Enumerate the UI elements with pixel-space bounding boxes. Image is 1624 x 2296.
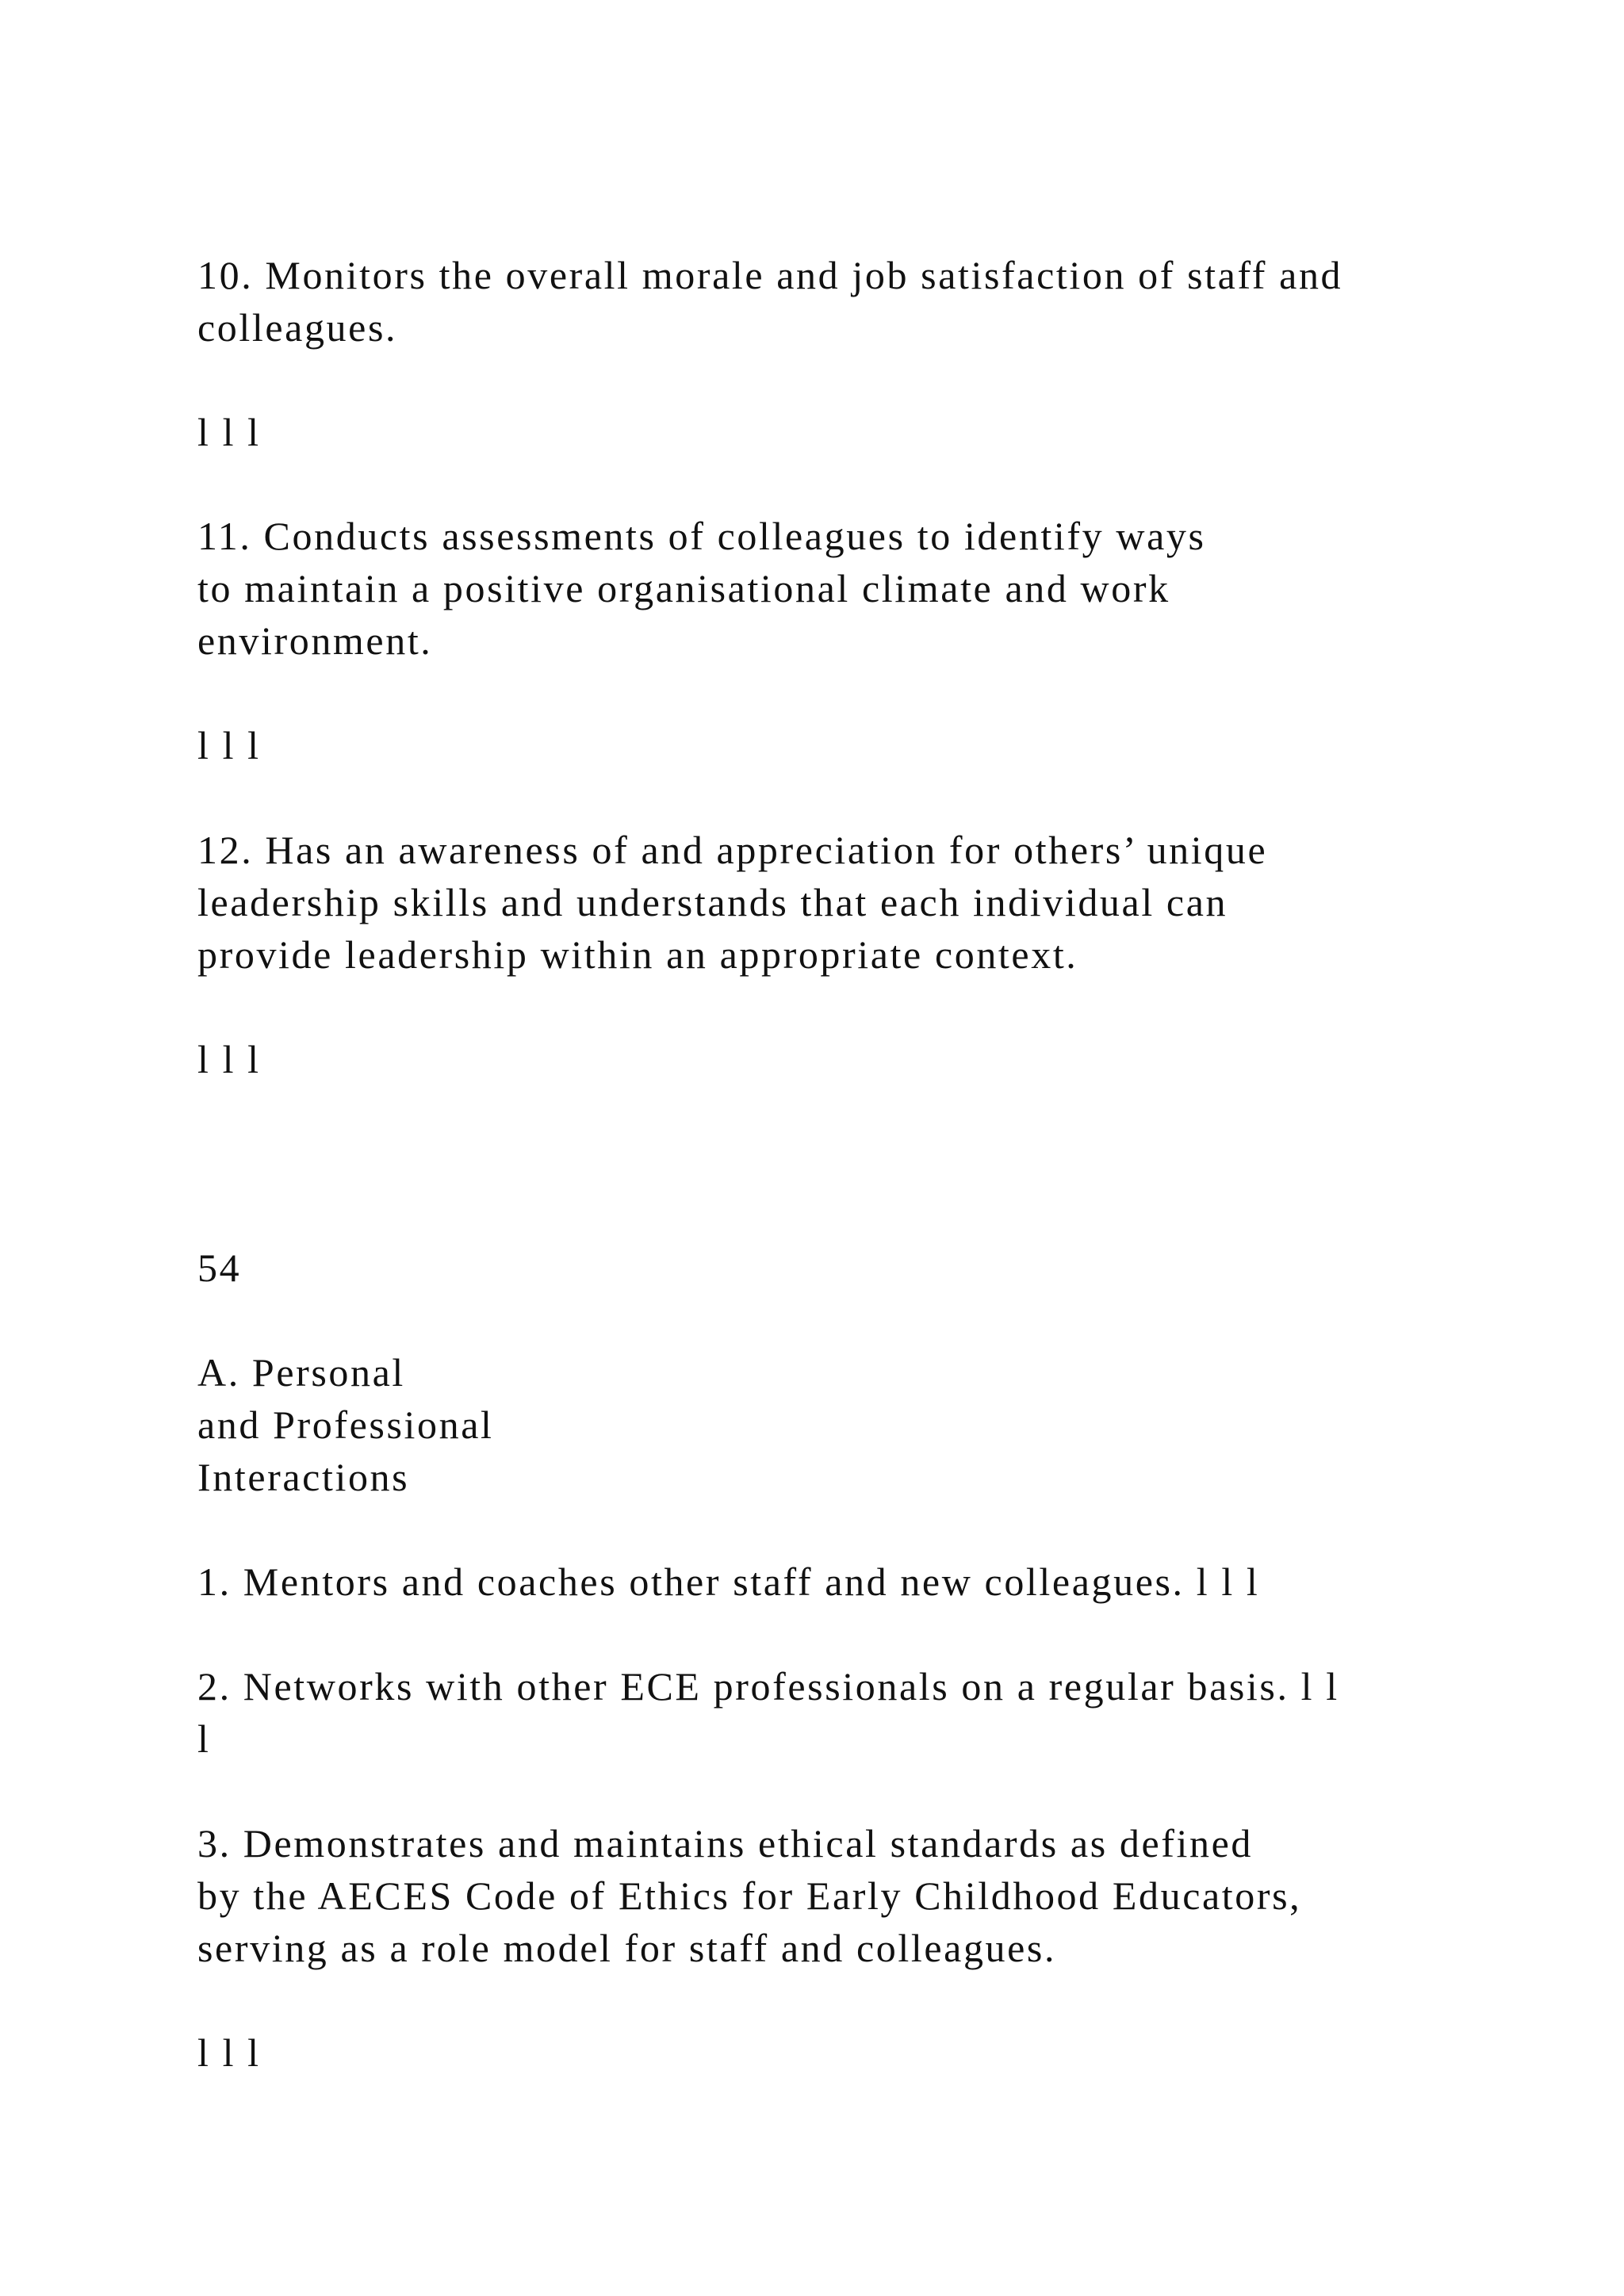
item-10-rating: l l l [197, 410, 261, 454]
page-number: 54 [197, 1246, 242, 1290]
item-12-text-line-3: provide leadership within an appropriate context. [197, 932, 1078, 977]
item-3-text-line-3: serving as a role model for staff and colleagues. [197, 1926, 1057, 1970]
item-11-rating: l l l [197, 723, 261, 767]
item-3-text-line-1: 3. Demonstrates and maintains ethical standards as defined [197, 1821, 1253, 1866]
item-11-text-line-3: environment. [197, 618, 433, 663]
item-12-rating: l l l [197, 1037, 261, 1081]
item-11-text-line-1: 11. Conducts assessments of colleagues to identify ways [197, 514, 1206, 558]
item-2-text-line-1: 2. Networks with other ECE professionals on a regular basis. l l [197, 1664, 1339, 1709]
item-3-text-line-2: by the AECES Code of Ethics for Early Childhood Educators, [197, 1873, 1302, 1918]
item-2-text-line-2: l [197, 1716, 211, 1761]
item-10-text-line-1: 10. Monitors the overall morale and job satisfaction of staff and [197, 253, 1343, 297]
section-heading-line-2: and Professional [197, 1402, 494, 1447]
section-heading-line-3: Interactions [197, 1455, 410, 1499]
item-3-rating: l l l [197, 2030, 261, 2075]
item-11-text-line-2: to maintain a positive organisational climate and work [197, 566, 1170, 610]
section-heading-line-1: A. Personal [197, 1350, 405, 1395]
item-12-text-line-2: leadership skills and understands that each individual can [197, 880, 1228, 924]
item-12-text-line-1: 12. Has an awareness of and appreciation for others’ unique [197, 828, 1268, 872]
item-1-text-line-1: 1. Mentors and coaches other staff and new colleagues. l l l [197, 1559, 1260, 1604]
item-10-text-line-2: colleagues. [197, 305, 398, 350]
